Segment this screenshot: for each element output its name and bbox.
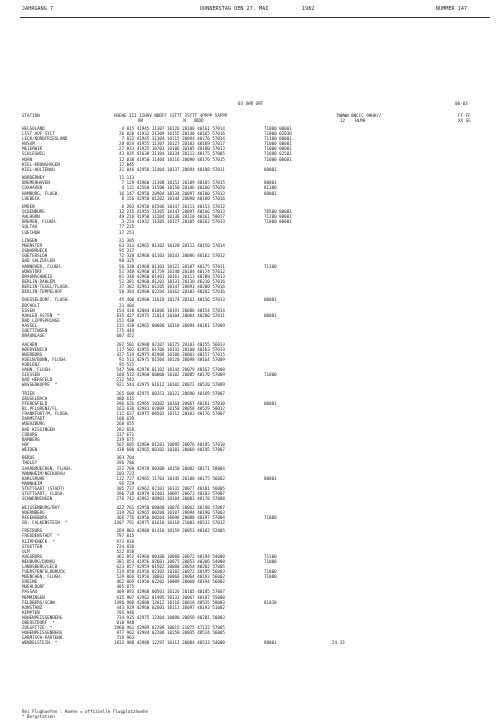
station-name: STOETTEN	[22, 543, 43, 549]
observation-code: 276 742 42962 00903 10104 20083 40178 57008	[114, 496, 225, 502]
observation-code: 567 685 42960 01201 10095 20076 40195 57010	[114, 441, 225, 447]
observation-code: 63 313 42965 01302 10128 20112 40150 57014	[114, 243, 225, 249]
observation-code: 72 320 42960 01103 10141 20086 40162 57012	[114, 253, 225, 259]
observation-code: 3 224 41932 11305 10127 20105 40162 57013	[114, 219, 225, 225]
station-name: NOERVENICH	[22, 346, 48, 352]
observation-code: 56 338 41960 01303 10122 20107 40175 57011	[114, 263, 225, 269]
footnote-height: Bei Flughaefen : Hoehe = offizielle Flugplatzhoehe	[22, 709, 149, 714]
station-name: HAHN, FLUGH.	[22, 367, 53, 373]
observation-code: 443 929 42960 02601 10111 20097 40192 51002	[114, 604, 225, 610]
observation-code: 734 935 42975 12304 10090 20058 40201 56003	[114, 614, 225, 620]
observation-code: 623 857 42959 01502 10080 20054 40202 57005	[114, 564, 225, 570]
station-name: HANNOVER, FLUGH.	[22, 263, 63, 269]
station-name: SCHLESWIG	[22, 151, 45, 157]
station-name: BREMEN, FLUGH.	[22, 219, 58, 225]
observation-code: 98 325	[114, 258, 135, 264]
observation-code: 547 506 42970 01102 10144 20079 40167 57008	[114, 367, 225, 373]
observation-code: 322 708 42970 00300 10150 20082 40171 58004	[114, 465, 225, 471]
observation-code: 409 893 42968 00501 10126 20105 40185 57007	[114, 589, 225, 595]
observation-code: 45 400 42960 11610 10174 20161 40156 57013	[114, 297, 225, 303]
observation-code: 396 626 42965 10302 10164 20067 40181 57010	[114, 401, 225, 407]
station-name: LUECHOW	[22, 229, 40, 235]
observation-code: 117 502 42955 01706 10133 20100 40163 57013	[114, 346, 225, 352]
station-name: GR. FALKENSTEIN *	[22, 519, 68, 525]
station-name: AUGSBURG	[22, 553, 43, 559]
station-name: PFERDSFELD	[22, 401, 48, 407]
observation-code: 2960 961 42989 02209 10015 21075 47132 57005	[114, 625, 225, 631]
station-name: OLDENBURG	[22, 209, 45, 215]
station-name: LUEBECK	[22, 195, 40, 201]
observation-code: 265 609 42975 00353 10122 20090 40169 57007	[114, 390, 225, 396]
station-name: KAHLER ASTEN *	[22, 312, 60, 318]
station-name: BAD KISSINGEN	[22, 426, 55, 432]
station-name: THOLEY	[22, 460, 38, 466]
extra-group-code: 71000 00001	[264, 156, 292, 162]
extra-group-code: 71000 02501	[264, 151, 292, 157]
station-name: FUERSTENFELDBRUCK	[22, 569, 65, 575]
observation-code: 615 907 42962 01905 10133 20067 40187 55000	[114, 594, 225, 600]
observation-code: 7 129 41960 11308 10152 20109 40165 57015	[114, 180, 225, 186]
station-name: WASSERKUPPE *	[22, 382, 58, 388]
observation-code: 17 253	[114, 229, 135, 235]
observation-code: 977 962 42984 02208 10150 20045 40524 56005	[114, 630, 225, 636]
station-name: KARLSRUHE	[22, 475, 45, 481]
station-name: ZUGSPITZE *	[22, 625, 53, 631]
observation-code: 427 519 42975 01909 10106 20063 40157 57015	[114, 351, 225, 357]
extra-group-code: 71000	[264, 372, 277, 378]
extra-group-code: 71100	[264, 553, 277, 559]
column-header-extra: 7WWWW 8NCCC 9HHH//	[336, 113, 382, 118]
observation-code: 95 515	[114, 361, 135, 367]
station-name: KLIPPENECK *	[22, 538, 55, 544]
column-header-main: HOEHE III IIHVV NDDFF 1STTT 2STTT 4PPPP 5APPP	[114, 113, 228, 118]
observation-code: 175 444	[114, 328, 135, 334]
observation-code: 337 671	[114, 431, 135, 437]
extra-group-code: 71000 00001	[264, 146, 292, 152]
observation-code: 21 305	[114, 238, 135, 244]
station-name: HUSUM	[22, 141, 35, 147]
observation-code: 607 452	[114, 333, 135, 339]
station-name: DUESSELDORF, FLUGH.	[22, 297, 70, 303]
observation-code: 11 113	[114, 175, 135, 181]
observation-code: 50 384 42960 02204 10162 20103 40202 57016	[114, 288, 225, 294]
station-name: MEIERWIK	[22, 146, 43, 152]
observation-code: 108 639	[114, 416, 135, 422]
station-table	[22, 126, 487, 646]
observation-code: 519 858 41956 02303 10102 20072 40195 56003	[114, 569, 225, 575]
observation-code: 8 156 42958 01202 10144 20090 40180 57016	[114, 195, 225, 201]
observation-code: 12 038 41950 11404 10116 20090 40170 57015	[114, 156, 225, 162]
observation-code: 366 776 42956 00204 10098 20088 40197 57004	[114, 514, 225, 520]
station-name: AHLHORN	[22, 214, 40, 220]
observation-code: 461 852 41960 00100 10080 20072 40194 54000	[114, 553, 225, 559]
observation-code: 4 131 42560 11508 10150 20106 40160 57020	[114, 185, 225, 191]
footnote-mountain: * Bergstation	[22, 714, 55, 719]
station-name: MANNHEIM	[22, 480, 43, 486]
column-header-station: STATION	[22, 113, 40, 118]
station-name: MUEHLDORF	[22, 584, 45, 590]
extra-group-code: 80001	[264, 180, 277, 186]
station-name: FRANKFURT/M, FLUGH.	[22, 411, 70, 417]
station-name: GOETTINGEN	[22, 328, 48, 334]
station-name: KIEL-KRONSHAGEN	[22, 161, 60, 167]
observation-code: 95 317	[114, 248, 135, 254]
station-name: EMDEN	[22, 204, 35, 210]
observation-code: 4 015 41945 11307 10126 20100 40161 57014	[114, 126, 225, 131]
station-name: OBERSTDORF *	[22, 620, 55, 626]
extra-group-code: 71000	[264, 574, 277, 580]
station-name: ESSEN	[22, 307, 35, 313]
observation-code: 810 948	[114, 620, 135, 626]
observation-code: 305 737 42962 02101 10132 20077 40181 56005	[114, 485, 225, 491]
station-name: ERDING	[22, 579, 38, 585]
station-name: BERLIN-DAHLEM	[22, 278, 55, 284]
extra-group-code: 70500 80001	[264, 209, 292, 215]
station-name: HOHENPEISSENBERG	[22, 630, 63, 636]
header-rule	[20, 17, 490, 18]
station-name: HOHN	[22, 156, 33, 162]
extra-group-code: 71000	[264, 558, 277, 564]
observation-code: 154 410 42084 01606 10191 20086 40154 57014	[114, 307, 225, 313]
station-name: FELDBERG/SCHW.	[22, 599, 58, 605]
station-name: ULM	[22, 548, 30, 554]
column-header-end: FF-FF	[458, 113, 471, 118]
station-name: SAARBRUECKEN, FLUGH.	[22, 465, 73, 471]
station-name: LANDSBERG/LECH	[22, 564, 58, 570]
extra-group-code: 80001	[264, 297, 277, 303]
station-name: MUENCHEN, FLUGH.	[22, 574, 63, 580]
extra-group-code: 71100 80001	[264, 136, 292, 142]
station-name: KEMPTEN	[22, 609, 40, 615]
observation-code: 28 024 41955 11307 10127 20103 40169 57017	[114, 141, 225, 147]
observation-code: 363 704	[114, 455, 135, 461]
station-name: LIST AUF SYLT	[22, 131, 55, 137]
extra-group-code: 80001	[264, 475, 277, 481]
observation-code: 81 348 42960 01401 10161 20113 40209 57013	[114, 273, 225, 279]
observation-code: 705 946	[114, 609, 135, 615]
observation-code: 529 866 41956 10601 10066 20064 40193 56002	[114, 574, 225, 580]
station-name: WEIDEN	[22, 446, 38, 452]
observation-code: 396 738 42979 02401 10097 20072 40183 57007	[114, 491, 225, 497]
station-name: KOBLENZ	[22, 361, 40, 367]
extra-group-code: 71000	[264, 514, 277, 520]
observation-code: 103 723	[114, 470, 135, 476]
observation-code: 91 513 42975 01504 10120 20098 40164 57009	[114, 356, 225, 362]
extra-group-code: 71000 80001	[264, 219, 292, 225]
observation-code: 1307 791 42975 01610 10118 21003 48532 57012	[114, 519, 225, 525]
extra-group-code: 71000 00001	[264, 126, 292, 131]
station-name: OSNABRUECK	[22, 248, 48, 254]
extra-group-code: 80001	[264, 312, 277, 318]
observation-code: 16 147 42958 20904 10134 20097 40180 57013	[114, 190, 225, 196]
station-name: GUETERSLOH	[22, 253, 48, 259]
observation-code: 269 803 42980 01410 10159 20053 40182 52005	[114, 528, 225, 534]
extra-group-code: 81030	[264, 599, 277, 605]
observation-code: 21 404	[114, 302, 135, 308]
station-name: REGENSBURG	[22, 514, 48, 520]
observation-code: 27 033 41925 10703 10106 20105 40180 57013	[114, 146, 225, 152]
station-name: WUNSTORF	[22, 268, 43, 274]
station-name: FREIBURG	[22, 528, 43, 534]
station-name: WUERZBURG	[22, 421, 45, 427]
observation-code: 17 045	[114, 161, 135, 167]
extra-group-code: 71000 00001	[264, 141, 292, 147]
observation-code: 1832 980 42988 12297 10113 20084 40533 54000	[114, 640, 225, 646]
observation-code: 37 382 42961 01205 10147 20093 40200 57016	[114, 283, 225, 289]
station-name: MANNHEIM/NECKARAU	[22, 470, 65, 476]
station-name: WEISSENBURG/BAY.	[22, 504, 63, 510]
station-name: CUXHAVEN	[22, 185, 43, 191]
time-code: 00-03	[455, 101, 468, 106]
observation-code: 522 838	[114, 548, 135, 554]
column-header-extra-sub: 12 HLMH	[340, 118, 366, 123]
observation-code: 231 438 42965 00600 10118 20094 40181 57009	[114, 322, 225, 328]
observation-code: 480 615	[114, 395, 135, 401]
wind-gust-code: 24 33	[332, 640, 345, 646]
observation-code: 96 729	[114, 480, 135, 486]
station-name: TRIER	[22, 390, 35, 396]
observation-code: 921 544 42975 01612 10102 20072 40520 57009	[114, 382, 225, 388]
observation-code: 422 761 42958 00000 10076 20062 40198 57007	[114, 504, 225, 510]
extra-group-code: 80001	[264, 401, 277, 407]
observation-code: 239 675	[114, 436, 135, 442]
station-name: STUTTGART (STADT)	[22, 485, 65, 491]
observation-code: 202 501 42980 02107 10175 20103 40155 56013	[114, 341, 225, 347]
station-name: BAD HERSFELD	[22, 377, 53, 383]
station-name: FREUDENSTADT *	[22, 533, 60, 539]
volume-label: JAHRGANG 7	[22, 6, 54, 12]
station-name: DEUSELBACH	[22, 395, 48, 401]
observation-code: 797 815	[114, 533, 135, 539]
observation-code: 7 022 41945 31304 10115 20094 40176 57014	[114, 136, 225, 142]
station-name: BOCHOLT	[22, 302, 40, 308]
observation-code: 51 348 42960 01759 10140 20104 40174 57012	[114, 268, 225, 274]
station-name: NEUBURG/DONAU	[22, 558, 55, 564]
observation-code: 111 637 42975 00503 10112 20103 40176 57007	[114, 411, 225, 417]
station-name: NUERNBERG	[22, 509, 45, 515]
year-label: 1982	[302, 6, 315, 12]
extra-group-code: 80001	[264, 190, 277, 196]
observation-code: 268 655	[114, 421, 135, 427]
station-name: DARMSTADT	[22, 416, 45, 422]
observation-code: 1496 908 42880 12612 10116 20018 40535 58003	[114, 599, 225, 605]
station-name: WENDELSTEIN *	[22, 640, 58, 646]
station-name: LECK/NORDFRIESLAND	[22, 136, 68, 142]
observation-code: 12 215 41955 11305 10147 20097 40166 57013	[114, 209, 225, 215]
column-header-main-sub: RR N 4DDD	[138, 118, 204, 123]
column-header-end-sub: XX GG	[458, 118, 471, 123]
station-name: BAD LIPPSPRINGE	[22, 317, 60, 323]
station-name: BERLIN-TEMPELHOF	[22, 288, 63, 294]
observation-code: 462 869 41956 02202 10089 20060 40194 56002	[114, 579, 225, 585]
observation-code: 381 853 41956 02601 10075 20053 40206 54000	[114, 558, 225, 564]
date-label: DONNERSTAG DEN 27. MAI	[200, 6, 269, 12]
station-name: KOELN/BONN, FLUGH.	[22, 356, 68, 362]
observation-code: 719 963	[114, 635, 135, 641]
observation-code: 405 875	[114, 584, 135, 590]
station-name: LINGEN	[22, 238, 38, 244]
observation-code: 212 542	[114, 377, 135, 383]
extra-group-code: 80001	[264, 640, 277, 646]
observation-code: 26 020 41932 21309 10155 20140 40165 57016	[114, 131, 225, 137]
station-name: AACHEN	[22, 341, 38, 347]
station-name: GARMISCH-PARTENK.	[22, 635, 65, 641]
station-name: BRAUNLAGE	[22, 333, 45, 339]
station-name: HELGOLAND	[22, 126, 45, 131]
station-name: BL.PFLORENZ/FL.	[22, 406, 60, 412]
observation-code: 319 763 42965 00200 10107 20094 40190 57003	[114, 509, 225, 515]
observation-code: 835 427 42975 21014 10104 20064 40200 57011	[114, 312, 225, 318]
table-row	[22, 640, 487, 645]
observation-code: 6 203 42958 01506 10147 20111 40153 57012	[114, 204, 225, 210]
issue-number: NUMMER 147	[436, 6, 468, 12]
observation-code: 151 430	[114, 317, 135, 323]
station-name: PASSAU	[22, 589, 38, 595]
station-name: BREMERHAVEN	[22, 180, 50, 186]
station-name: STUTTGART, FLUGH.	[22, 491, 65, 497]
station-name: MUENSTER	[22, 243, 43, 249]
observation-code: 112 727 42965 11703 10145 20100 40175 56002	[114, 475, 225, 481]
station-name: KASSEL	[22, 322, 38, 328]
station-name: MEMMINGEN	[22, 594, 45, 600]
extra-group-code: 80001	[264, 166, 277, 172]
extra-group-code: 81100	[264, 185, 277, 191]
station-name: NORDERNEY	[22, 175, 45, 181]
observation-code: 77 235	[114, 224, 135, 230]
station-name: GIESSEN	[22, 372, 40, 378]
observation-code: 734 836	[114, 543, 135, 549]
observation-code: 43 035 41630 21104 10134 20112 40175 57005	[114, 151, 225, 157]
station-name: HOHENPEISSENBERG	[22, 614, 63, 620]
station-name: BERUS	[22, 455, 35, 461]
observation-code: 163 630 42981 02009 10150 20058 40529 58012	[114, 406, 225, 412]
station-name: KIEL-HOLTENAU	[22, 166, 55, 172]
station-name: BAD SALZUFLEN	[22, 258, 55, 264]
extra-group-code: 71100	[264, 263, 277, 269]
observation-code: 49 218 41958 11204 10136 20110 40161 58017	[114, 214, 225, 220]
station-name: COBURG	[22, 431, 38, 437]
station-name: KONSTANZ	[22, 604, 43, 610]
station-name: HOF	[22, 441, 30, 447]
observation-code: 438 688 42965 00102 10103 20068 40195 57007	[114, 446, 225, 452]
observation-code: 282 658	[114, 426, 135, 432]
station-name: HAMBURG, FLUGH.	[22, 190, 60, 196]
station-name: SOLTAU	[22, 224, 38, 230]
observation-code: 51 381 42960 01203 10131 20130 40210 57016	[114, 278, 225, 284]
station-name: BAMBERG	[22, 436, 40, 442]
station-name: BERLIN-TEGEL/FLUGH.	[22, 283, 70, 289]
observation-time: 03 UHR GMT	[238, 101, 264, 106]
extra-group-code: 71000 02030	[264, 131, 292, 137]
observation-code: 396 706	[114, 460, 135, 466]
station-name: BRAUNSCHWEIG	[22, 273, 53, 279]
extra-group-code: 71000	[264, 569, 277, 575]
observation-code: 973 818	[114, 538, 135, 544]
extra-group-code: 71100 80001	[264, 214, 292, 220]
observation-code: 31 046 42958 11404 10137 20094 40188 57011	[114, 166, 225, 172]
station-name: SCHWENNINGEN	[22, 496, 53, 502]
station-name: NUERBURG	[22, 351, 43, 357]
observation-code: 186 532 41960 00000 10102 20085 40170 57009	[114, 372, 225, 378]
